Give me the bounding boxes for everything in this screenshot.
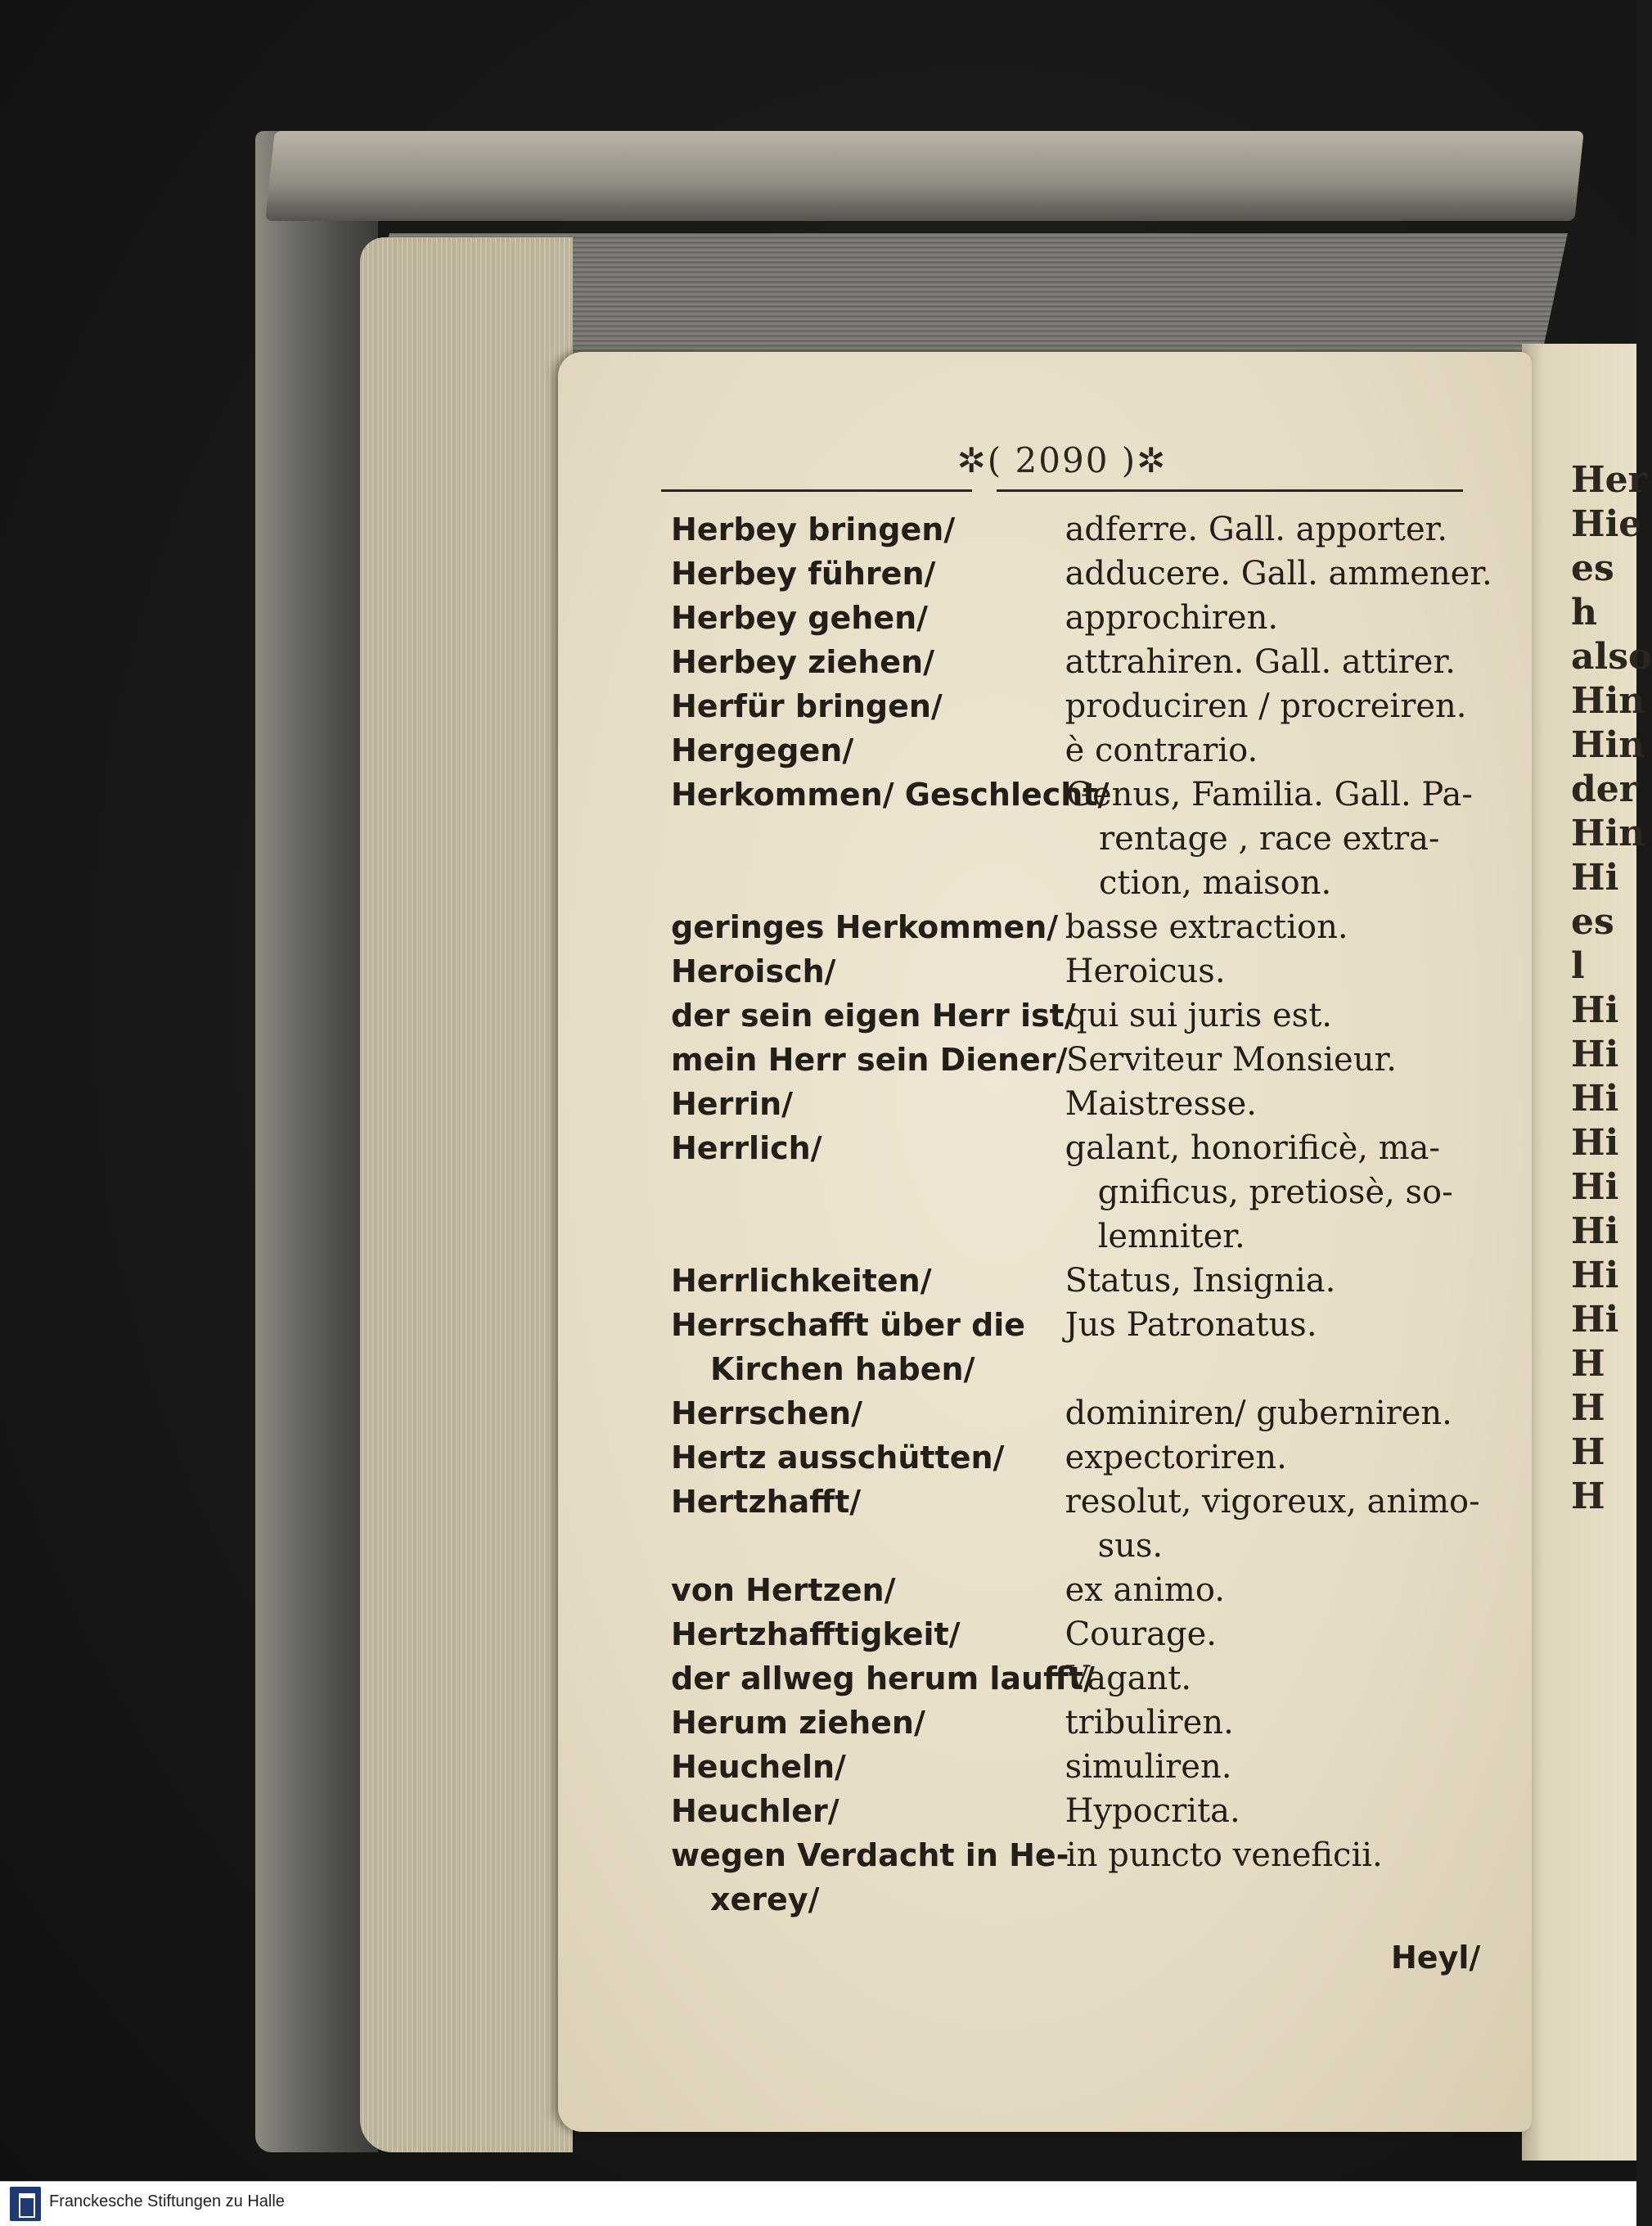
translation-line: basse extraction. (1065, 908, 1348, 946)
dictionary-entry (671, 1435, 1506, 1480)
dictionary-entry (671, 1833, 1506, 1877)
facing-page-fragment: Hin (1571, 724, 1645, 766)
dictionary-entry (671, 1347, 1506, 1391)
translation (1066, 1833, 1506, 1877)
german-term: Herrschafft über die (671, 1307, 1026, 1343)
facing-page-fragment: Hi (1571, 1122, 1619, 1164)
translation-line: Status, Insignia. (1065, 1262, 1336, 1300)
translation-line: in puncto veneficii. (1066, 1836, 1383, 1874)
translation (1065, 596, 1506, 640)
translation (1065, 728, 1506, 773)
header-rule-left (661, 489, 972, 492)
dictionary-entry (671, 773, 1506, 905)
page-header (661, 440, 1463, 506)
facing-page-fragment: Hi (1571, 1078, 1619, 1120)
translation (1065, 507, 1506, 552)
facing-page-fragment: H (1571, 1431, 1605, 1473)
facing-page-fragment: H (1571, 1343, 1605, 1385)
dictionary-entry (671, 1877, 1506, 1922)
dictionary-entry (671, 1656, 1506, 1701)
translation (1065, 1480, 1506, 1568)
facing-page-fragment: H (1571, 1387, 1605, 1429)
translation-line: Heroicus. (1065, 953, 1226, 990)
german-term: der allweg herum laufft/ (671, 1660, 1095, 1697)
translation (1065, 1612, 1506, 1656)
translation-line: approchiren. (1065, 599, 1279, 637)
translation (1065, 684, 1506, 728)
translation-continuation: rentage , race extra- (1099, 820, 1440, 858)
translation (1065, 1701, 1506, 1745)
facing-page-fragment: Hie (1571, 503, 1642, 545)
german-term: Heuchler/ (671, 1793, 840, 1829)
catchword: Heyl/ (1391, 1940, 1481, 1976)
translation-line: adferre. Gall. apporter. (1065, 511, 1448, 548)
translation (1065, 552, 1506, 596)
dictionary-entry (671, 1480, 1506, 1568)
book-cover-board (265, 131, 1584, 221)
facing-page-fragment: Hi (1571, 1166, 1619, 1208)
dictionary-entry (671, 684, 1506, 728)
translation-line: Genus, Familia. Gall. Pa- (1066, 776, 1473, 813)
page-number-value: 2090 (1015, 440, 1110, 480)
german-term: Herrlichkeiten/ (671, 1263, 932, 1299)
german-term: Herrin/ (671, 1086, 794, 1122)
german-term: Herum ziehen/ (671, 1705, 925, 1741)
translation (1065, 1259, 1506, 1303)
facing-page-fragment: Hi (1571, 1255, 1619, 1296)
translation-line: è contrario. (1065, 732, 1258, 769)
translation-line: Serviteur Monsieur. (1066, 1041, 1397, 1079)
dictionary-entry (671, 1612, 1506, 1656)
german-term: Herrlich/ (671, 1130, 822, 1166)
dictionary-entry (671, 949, 1506, 994)
facing-page-fragment: also (1571, 636, 1652, 678)
dictionary-entry (671, 640, 1506, 684)
dictionary-entry (671, 596, 1506, 640)
facing-page-fragment: Hi (1571, 857, 1619, 899)
dictionary-entry (671, 552, 1506, 596)
dictionary-entry (671, 1259, 1506, 1303)
facing-page-fragment: Hi (1571, 1299, 1619, 1341)
dictionary-entry (671, 1082, 1506, 1126)
translation-continuation: gnificus, pretiosè, so- (1097, 1174, 1453, 1211)
translation-line: adducere. Gall. ammener. (1065, 555, 1492, 593)
german-term: Herbey ziehen/ (671, 644, 934, 680)
translation (1086, 1347, 1506, 1391)
german-term: von Hertzen/ (671, 1572, 896, 1608)
translation-line: Courage. (1065, 1615, 1217, 1653)
translation (1065, 1126, 1506, 1259)
translation (1065, 949, 1506, 994)
translation-line: attrahiren. Gall. attirer. (1065, 643, 1456, 681)
dictionary-entry (671, 1391, 1506, 1435)
translation (1065, 1303, 1506, 1347)
german-term: Herbey bringen/ (671, 511, 956, 547)
dictionary-entry (671, 1745, 1506, 1789)
german-term: der sein eigen Herr ist/ (671, 998, 1076, 1034)
facing-page-fragment: Hin (1571, 813, 1645, 854)
german-term: Kirchen haben/ (710, 1351, 975, 1387)
german-term: Hergegen/ (671, 732, 854, 768)
translation-continuation: ction, maison. (1099, 864, 1332, 902)
german-term: xerey/ (710, 1881, 820, 1917)
translation (1065, 1391, 1506, 1435)
translation-line: Jus Patronatus. (1065, 1306, 1317, 1344)
dictionary-entry (671, 1038, 1506, 1082)
translation-line: tribuliren. (1065, 1704, 1234, 1742)
translation-continuation: sus. (1097, 1527, 1164, 1565)
german-term: mein Herr sein Diener/ (671, 1042, 1068, 1078)
translation (1065, 1568, 1506, 1612)
facing-page-fragment: Hi (1571, 1034, 1619, 1075)
facing-page-fragment: Hin (1571, 680, 1645, 722)
translation-continuation: lemniter. (1097, 1218, 1245, 1255)
dictionary-entry (671, 1303, 1506, 1347)
translation-line: produciren / procreiren. (1065, 687, 1467, 725)
footer-credit: Franckesche Stiftungen zu Halle (49, 2192, 285, 2210)
dictionary-entry (671, 905, 1506, 949)
german-term: Herbey führen/ (671, 556, 936, 592)
german-term: Heroisch/ (671, 953, 836, 989)
german-term: Herkommen/ Geschlecht/ (671, 777, 1110, 813)
translation (1065, 1435, 1506, 1480)
german-term: Hertz ausschütten/ (671, 1440, 1005, 1476)
translation (1065, 1745, 1506, 1789)
translation (1066, 1038, 1506, 1082)
translation-line: dominiren/ guberniren. (1065, 1395, 1452, 1432)
translation (1066, 773, 1506, 905)
german-term: Hertzhafftigkeit/ (671, 1616, 961, 1652)
translation-line: simuliren. (1065, 1748, 1232, 1786)
page-edges-side (360, 237, 573, 2152)
translation (1065, 1789, 1506, 1833)
facing-page-fragment: Hi (1571, 989, 1619, 1031)
facing-page-fragment: es l (1571, 901, 1614, 987)
translation-line: Vagant. (1066, 1660, 1192, 1697)
german-term: wegen Verdacht in He- (671, 1837, 1069, 1873)
dictionary-entry (671, 1126, 1506, 1259)
translation (1065, 640, 1506, 684)
translation (1066, 994, 1506, 1038)
translation (1065, 1082, 1506, 1126)
facing-page-fragment: Hi (1571, 1210, 1619, 1252)
translation-line: ex animo. (1065, 1571, 1225, 1609)
facing-page-fragment: der (1571, 768, 1638, 810)
facing-page-fragment: Her (1571, 459, 1647, 501)
translation-line: Maistresse. (1065, 1085, 1258, 1123)
translation (1066, 1656, 1506, 1701)
german-term: Heucheln/ (671, 1749, 846, 1785)
translation-line: Hypocrita. (1065, 1792, 1240, 1830)
translation-line: galant, honorificè, ma- (1065, 1129, 1441, 1167)
dictionary-entry (671, 507, 1506, 552)
page-number: ✲( 2090 )✲ (957, 440, 1168, 480)
translation-line: qui sui juris est. (1066, 997, 1332, 1034)
dictionary-entry (671, 1568, 1506, 1612)
german-term: Herfür bringen/ (671, 688, 943, 724)
institution-logo-icon (10, 2187, 41, 2221)
dictionary-entries (671, 507, 1506, 1922)
dictionary-entry (671, 728, 1506, 773)
translation-line: expectoriren. (1065, 1439, 1287, 1476)
german-term: Hertzhafft/ (671, 1484, 862, 1520)
dictionary-entry (671, 1701, 1506, 1745)
german-term: Herrschen/ (671, 1395, 862, 1431)
german-term: geringes Herkommen/ (671, 909, 1059, 945)
facing-page-fragment: es h (1571, 547, 1614, 633)
facing-page-fragment: H (1571, 1476, 1605, 1517)
facing-page-text (1571, 458, 1652, 1519)
dictionary-entry (671, 1789, 1506, 1833)
translation-line: resolut, vigoreux, animo- (1065, 1483, 1480, 1521)
header-rule-right (997, 489, 1463, 492)
translation (1086, 1877, 1506, 1922)
german-term: Herbey gehen/ (671, 600, 929, 636)
dictionary-entry (671, 994, 1506, 1038)
translation (1065, 905, 1506, 949)
footer-bar (0, 2181, 1636, 2226)
